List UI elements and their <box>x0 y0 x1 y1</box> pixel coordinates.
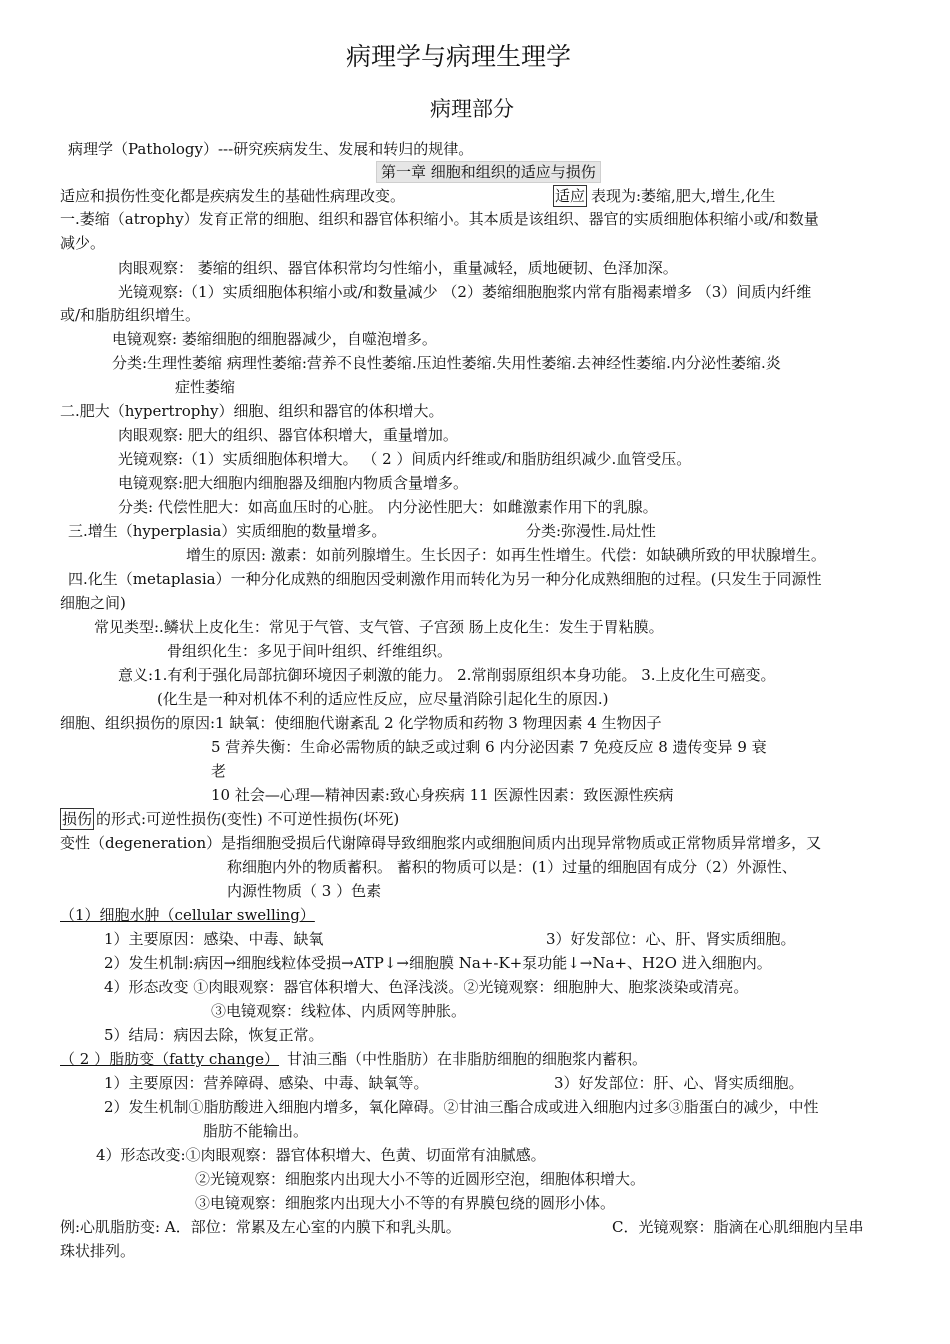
text-line: 增生的原因: 激素：如前列腺增生。生长因子：如再生性增生。代偿：如缺碘所致的甲状腺增生。 <box>186 546 826 564</box>
text-line: 甘油三酯（中性脂肪）在非脂肪细胞的细胞浆内蓄积。 <box>287 1050 648 1068</box>
text-line: 称细胞内外的物质蓄积。 蓄积的物质可以是：(1）过量的细胞固有成分（2）外源性、 <box>227 858 797 876</box>
text-line: 3）好发部位：心、肝、肾实质细胞。 <box>546 930 796 948</box>
text-line: 或/和脂肪组织增生。 <box>60 306 201 324</box>
text-line: 电镜观察: 萎缩细胞的细胞器减少，自噬泡增多。 <box>112 330 437 348</box>
text-line: 光镜观察:（1）实质细胞体积缩小或/和数量减少 （2）萎缩细胞胞浆内常有脂褐素增多 （3）间质内纤维 <box>118 283 812 301</box>
text-line: 例:心肌脂肪变: A．部位：常累及左心室的内膜下和乳头肌。 <box>60 1218 461 1236</box>
text-line: 症性萎缩 <box>175 378 236 396</box>
text-line: 电镜观察:肥大细胞内细胞器及细胞内物质含量增多。 <box>118 474 469 492</box>
text-line: 1）主要原因：营养障碍、感染、中毒、缺氧等。 <box>104 1074 429 1092</box>
text-line: 意义:1.有利于强化局部抗御环境因子刺激的能力。 2.常削弱原组织本身功能。 3.上皮化生可癌变。 <box>118 666 776 684</box>
text-line: 病理学（Pathology）---研究疾病发生、发展和转归的规律。 <box>68 140 474 158</box>
text-line: 骨组织化生：多见于间叶组织、纤维组织。 <box>167 642 453 660</box>
text-line: 1）主要原因：感染、中毒、缺氧 <box>104 930 324 948</box>
text-line: 2）发生机制:病因→细胞线粒体受损→ATP↓→细胞膜 Na+-K+泵功能↓→Na+、H2O 进入细胞内。 <box>104 954 772 972</box>
text-line: 老 <box>211 762 227 780</box>
text-line: 脂肪不能输出。 <box>203 1122 309 1140</box>
text-line: 变性（degeneration）是指细胞受损后代谢障碍导致细胞浆内或细胞间质内出现异常物质或正常物质异常增多，又 <box>60 834 822 852</box>
text-line: 肉眼观察: 肥大的组织、器官体积增大，重量增加。 <box>118 426 458 444</box>
text-line: 二.肥大（hypertrophy）细胞、组织和器官的体积增大。 <box>60 402 444 420</box>
text-line: 减少。 <box>60 234 106 252</box>
text-line: 肉眼观察： 萎缩的组织、器官体积常均匀性缩小，重量减轻，质地硬韧、色泽加深。 <box>118 259 678 277</box>
text-line: (化生是一种对机体不利的适应性反应，应尽量消除引起化生的原因.) <box>157 690 609 708</box>
text-line: 内源性物质（ 3 ）色素 <box>227 882 382 900</box>
text-line: 四.化生（metaplasia）一种分化成熟的细胞因受刺激作用而转化为另一种分化成熟细胞的过程。(只发生于同源性 <box>68 570 822 588</box>
text-line: ②光镜观察：细胞浆内出现大小不等的近圆形空泡，细胞体积增大。 <box>195 1170 646 1188</box>
text-line: 10 社会—心理—精神因素:致心身疾病 11 医源性因素：致医源性疾病 <box>211 786 674 804</box>
text-line: 三.增生（hyperplasia）实质细胞的数量增多。 <box>68 522 387 540</box>
text-line: 3）好发部位：肝、心、肾实质细胞。 <box>554 1074 804 1092</box>
text-line: 2）发生机制①脂肪酸进入细胞内增多，氧化障碍。②甘油三酯合成或进入细胞内过多③脂蛋白的减少，中性 <box>104 1098 819 1116</box>
text-line: 表现为:萎缩,肥大,增生,化生 <box>591 187 776 205</box>
section-heading: （1）细胞水肿（cellular swelling） <box>60 906 315 924</box>
text-line: 的形式:可逆性损伤(变性) 不可逆性损伤(坏死) <box>96 810 400 828</box>
text-line: 一.萎缩（atrophy）发育正常的细胞、组织和器官体积缩小。其本质是该组织、器官的实质细胞体积缩小或/和数量 <box>60 210 819 228</box>
text-line: 细胞、组织损伤的原因:1 缺氧：使细胞代谢紊乱 2 化学物质和药物 3 物理因素 4 生物因子 <box>60 714 662 732</box>
text-line: 常见类型:.鳞状上皮化生：常见于气管、支气管、子宫颈 肠上皮化生：发生于胃粘膜。 <box>94 618 664 636</box>
section-subtitle: 病理部分 <box>430 97 514 121</box>
text-line: 分类:弥漫性.局灶性 <box>526 522 656 540</box>
text-line: 细胞之间) <box>60 594 126 612</box>
boxed-term: 损伤 <box>62 810 93 828</box>
text-line: 4）形态改变:①肉眼观察：器官体积增大、色黄、切面常有油腻感。 <box>96 1146 546 1164</box>
text-line: 适应和损伤性变化都是疾病发生的基础性病理改变。 <box>60 187 406 205</box>
text-line: 分类: 代偿性肥大：如高血压时的心脏。 内分泌性肥大：如雌激素作用下的乳腺。 <box>118 498 658 516</box>
section-heading: （ 2 ）脂肪变（fatty change） <box>60 1050 280 1068</box>
chapter-heading: 第一章 细胞和组织的适应与损伤 <box>376 161 601 183</box>
text-line: C．光镜观察：脂滴在心肌细胞内呈串 <box>612 1218 864 1236</box>
boxed-term: 适应 <box>555 187 586 205</box>
text-line: ③电镜观察：细胞浆内出现大小不等的有界膜包绕的圆形小体。 <box>195 1194 616 1212</box>
text-line: 珠状排列。 <box>60 1242 136 1260</box>
text-line: 5 营养失衡：生命必需物质的缺乏或过剩 6 内分泌因素 7 免疫反应 8 遗传变异 9 衰 <box>211 738 767 756</box>
text-line: ③电镜观察：线粒体、内质网等肿胀。 <box>211 1002 467 1020</box>
text-line: 光镜观察:（1）实质细胞体积增大。 （ 2 ）间质内纤维或/和脂肪组织减少.血管受压。 <box>118 450 692 468</box>
text-line: 5）结局：病因去除，恢复正常。 <box>104 1026 324 1044</box>
document-title: 病理学与病理生理学 <box>346 42 572 71</box>
text-line: 分类:生理性萎缩 病理性萎缩:营养不良性萎缩.压迫性萎缩.失用性萎缩.去神经性萎缩.内分泌性萎缩.炎 <box>112 354 781 372</box>
text-line: 4）形态改变 ①肉眼观察：器官体积增大、色泽浅淡。②光镜观察：细胞肿大、胞浆淡染或清亮。 <box>104 978 749 996</box>
